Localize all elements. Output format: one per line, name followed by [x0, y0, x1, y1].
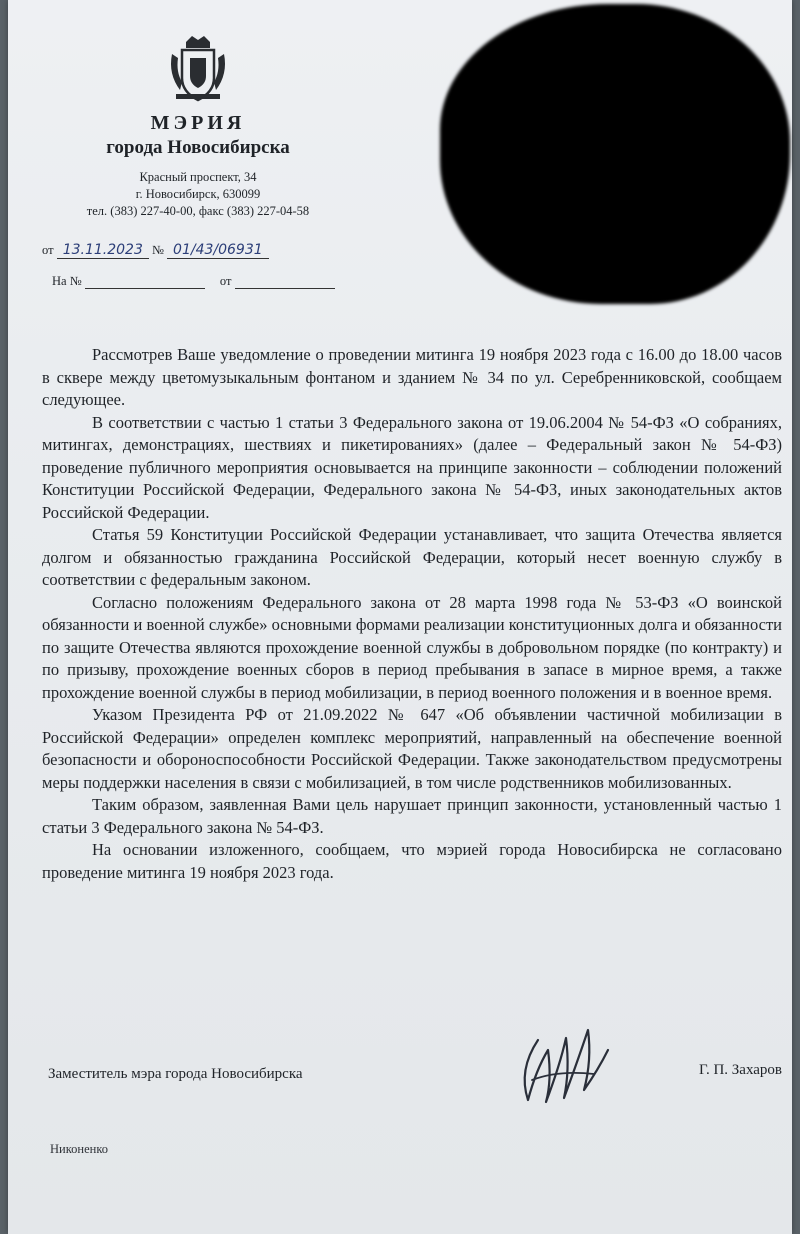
contacts: тел. (383) 227-40-00, факс (383) 227-04-58	[86, 204, 310, 218]
org-subtitle: города Новосибирска	[106, 137, 290, 158]
letterhead	[48, 34, 348, 220]
letter-body	[42, 344, 782, 884]
city-coat-of-arms-icon	[168, 34, 228, 104]
paragraph: Рассмотрев Ваше уведомление о проведении митинга 19 ноября 2023 года с 16.00 до 18.00 часов в сквере между цветомузыкальным фонтаном и зданием № 34 по ул. Серебренниковской, сообщаем следующее.	[42, 345, 782, 409]
paragraph: Согласно положениям Федерального закона от 28 марта 1998 года № 53-ФЗ «О воинской обязанности и военной службе» основными формами реализации конституционных долга и обязанности по защите Отечества являются прохождение военной службы в добровольном порядке (по контракту) и по призыву, прохождение военных сборов в период пребывания в запасе в мирное время, а также прохождение военной службы в период мобилизации, в период военного положения и в военное время.	[42, 592, 782, 702]
paragraph: Статья 59 Конституции Российской Федерации устанавливает, что защита Отечества является долгом и обязанностью гражданина Российской Федерации, который несет военную службу в соответствии с федеральным законом.	[42, 525, 782, 589]
org-title: МЭРИЯ	[150, 112, 246, 134]
reference-line	[52, 274, 335, 289]
paragraph: Таким образом, заявленная Вами цель нарушает принцип законности, установленный частью 1 статьи 3 Федерального закона № 54-ФЗ.	[42, 795, 782, 837]
letter-sheet	[8, 0, 792, 1234]
signer-name: Г. П. Захаров	[698, 1062, 782, 1078]
letter-number: 01/43/06931	[167, 242, 269, 259]
paragraph: В соответствии с частью 1 статьи 3 Федерального закона от 19.06.2004 № 54-ФЗ «О собраниях, митингах, демонстрациях, шествиях и пикетированиях» (далее – Федеральный закон № 54-ФЗ) проведение публичного мероприятия основывается на принципе законности – соблюдении положений Конституции Российской Федерации, Федерального закона № 54-ФЗ, иных законодательных актов Российской Федерации.	[42, 412, 782, 522]
address-street: Красный проспект, 34	[139, 170, 257, 184]
address-city: г. Новосибирск, 630099	[135, 187, 261, 201]
ref-from: от	[219, 274, 232, 288]
registration-line	[42, 242, 269, 258]
paragraph: На основании изложенного, сообщаем, что мэрией города Новосибирска не согласовано проведение митинга 19 ноября 2023 года.	[42, 840, 782, 882]
letter-date: 13.11.2023	[57, 242, 149, 259]
executor-name: Никоненко	[50, 1142, 109, 1156]
handwritten-signature	[508, 1010, 618, 1110]
date-prefix: от	[42, 243, 54, 257]
paragraph: Указом Президента РФ от 21.09.2022 № 647 «Об объявлении частичной мобилизации в Российской Федерации» определен комплекс мероприятий, направленный на обеспечение военной безопасности и обороноспособности Российской Федерации. Также законодательством предусмотрены меры поддержки населения в связи с мобилизацией, в том числе родственников мобилизованных.	[42, 705, 782, 792]
address-block	[48, 169, 348, 220]
ref-date-blank	[235, 276, 335, 289]
number-prefix: №	[151, 243, 164, 257]
signer-position: Заместитель мэра города Новосибирска	[48, 1066, 303, 1082]
ref-number-blank	[85, 276, 205, 289]
ref-prefix: На №	[52, 274, 82, 288]
redacted-addressee	[440, 4, 790, 304]
